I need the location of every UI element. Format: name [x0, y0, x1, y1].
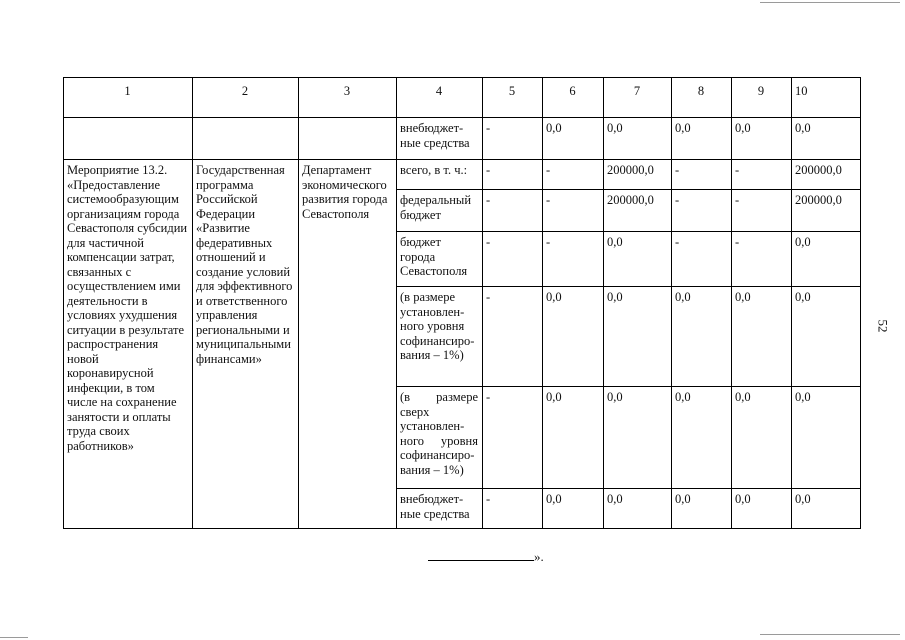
- empty-cell: [193, 118, 299, 160]
- value-cell: 0,0: [604, 118, 672, 160]
- table-row: [64, 118, 861, 160]
- measure-name: Мероприятие 13.2. «Предоставление системообразующим организациям города Севастополя субсидии для частичной компенсации затрат, связанных с осуществлением ими деятельности в условиях ухудшения ситуации в результате распространения новой коронавирусной инфекции, в том числе на сохранение занятости и оплаты труда своих работников»: [64, 160, 193, 529]
- funding-source: бюджет города Севастополя: [397, 232, 483, 287]
- value-cell: 0,0: [792, 489, 861, 529]
- header-cell: 8: [672, 78, 732, 118]
- value-cell: -: [483, 489, 543, 529]
- value-cell: -: [672, 190, 732, 232]
- value-cell: 200000,0: [792, 190, 861, 232]
- header-cell: 2: [193, 78, 299, 118]
- value-cell: -: [543, 160, 604, 190]
- funding-source: (в размере установлен-ного уровня софинансиро-вания – 1%): [397, 287, 483, 387]
- signature-line: [428, 548, 534, 561]
- value-cell: -: [672, 232, 732, 287]
- value-cell: -: [672, 160, 732, 190]
- empty-cell: [64, 118, 193, 160]
- value-cell: 200000,0: [604, 190, 672, 232]
- header-cell: 7: [604, 78, 672, 118]
- value-cell: 200000,0: [792, 160, 861, 190]
- value-cell: 0,0: [792, 387, 861, 489]
- value-cell: -: [483, 287, 543, 387]
- header-cell: 5: [483, 78, 543, 118]
- value-cell: 0,0: [604, 287, 672, 387]
- funding-source: федеральный бюджет: [397, 190, 483, 232]
- value-cell: -: [543, 232, 604, 287]
- value-cell: -: [483, 232, 543, 287]
- program-name: Государственная программа Российской Федерации «Развитие федеративных отношений и создание условий для эффективного и ответственного управления региональными и муниципальными финансами»: [193, 160, 299, 529]
- empty-cell: [299, 118, 397, 160]
- page-number: 52: [875, 319, 891, 333]
- funding-source: всего, в т. ч.:: [397, 160, 483, 190]
- funding-source: (в размере сверх установлен-ного уровня софинансиро-вания – 1%): [397, 387, 483, 489]
- value-cell: 0,0: [732, 287, 792, 387]
- executor-name: Департамент экономического развития города Севастополя: [299, 160, 397, 529]
- value-cell: -: [483, 160, 543, 190]
- value-cell: -: [732, 190, 792, 232]
- value-cell: 0,0: [792, 287, 861, 387]
- value-cell: 0,0: [792, 232, 861, 287]
- value-cell: 0,0: [543, 118, 604, 160]
- value-cell: 0,0: [672, 387, 732, 489]
- value-cell: -: [483, 190, 543, 232]
- value-cell: 0,0: [672, 287, 732, 387]
- funding-source: внебюджет-ные средства: [397, 118, 483, 160]
- value-cell: 0,0: [543, 387, 604, 489]
- value-cell: -: [483, 387, 543, 489]
- value-cell: 0,0: [672, 118, 732, 160]
- value-cell: 0,0: [604, 232, 672, 287]
- closing-mark-row: [428, 548, 544, 565]
- value-cell: 0,0: [543, 287, 604, 387]
- header-cell: 4: [397, 78, 483, 118]
- value-cell: 0,0: [732, 489, 792, 529]
- table-row: [64, 160, 861, 190]
- value-cell: -: [732, 160, 792, 190]
- value-cell: 0,0: [604, 387, 672, 489]
- header-cell: 10: [792, 78, 861, 118]
- value-cell: 200000,0: [604, 160, 672, 190]
- header-cell: 1: [64, 78, 193, 118]
- value-cell: 0,0: [792, 118, 861, 160]
- header-cell: 3: [299, 78, 397, 118]
- value-cell: -: [543, 190, 604, 232]
- top-rule: [760, 2, 900, 3]
- bottom-rule-right: [760, 634, 900, 635]
- closing-quote: ».: [534, 549, 544, 564]
- value-cell: 0,0: [604, 489, 672, 529]
- header-cell: 9: [732, 78, 792, 118]
- value-cell: 0,0: [732, 387, 792, 489]
- value-cell: -: [732, 232, 792, 287]
- value-cell: 0,0: [732, 118, 792, 160]
- header-cell: 6: [543, 78, 604, 118]
- funding-table: [63, 77, 861, 529]
- funding-source: внебюджет-ные средства: [397, 489, 483, 529]
- bottom-rule-left: [0, 637, 28, 638]
- value-cell: 0,0: [672, 489, 732, 529]
- value-cell: 0,0: [543, 489, 604, 529]
- value-cell: -: [483, 118, 543, 160]
- header-row: [64, 78, 861, 118]
